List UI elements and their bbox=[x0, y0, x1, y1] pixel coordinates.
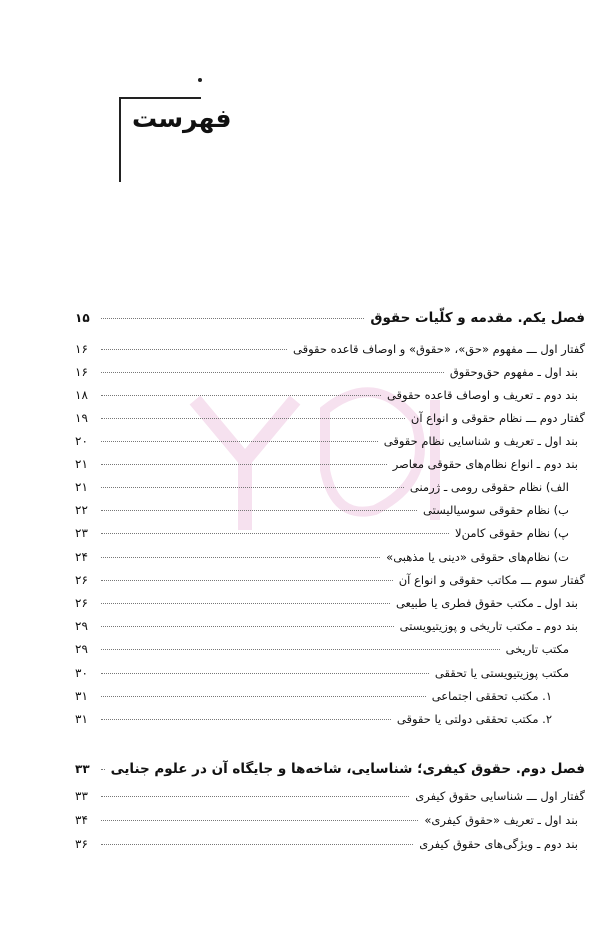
entry-title: بند اول ـ تعریف «حقوق کیفری» bbox=[424, 813, 578, 827]
dot-leader bbox=[101, 603, 390, 604]
page-number: ۲۶ bbox=[75, 596, 88, 610]
page-number: ۲۹ bbox=[75, 642, 88, 656]
page-number: ۱۸ bbox=[75, 388, 88, 402]
page-number: ۱۶ bbox=[75, 365, 88, 379]
toc-entry[interactable] bbox=[75, 480, 569, 502]
toc-entry[interactable] bbox=[75, 342, 585, 364]
toc-entry[interactable] bbox=[75, 712, 552, 734]
toc-entry[interactable] bbox=[75, 789, 585, 811]
page-number: ۲۱ bbox=[75, 480, 88, 494]
toc-entry[interactable] bbox=[75, 503, 569, 525]
page-number: ۳۳ bbox=[75, 762, 90, 776]
page-number: ۳۴ bbox=[75, 813, 88, 827]
page-number: ۲۴ bbox=[75, 550, 88, 564]
toc-chapter-entry[interactable] bbox=[75, 310, 585, 332]
dot-leader bbox=[101, 557, 380, 558]
dot-leader bbox=[101, 464, 387, 465]
entry-title: گفتار دوم ـــ نظام حقوقی و انواع آن bbox=[410, 411, 585, 425]
entry-title: بند دوم ـ تعریف و اوصاف قاعده حقوقی bbox=[386, 388, 578, 402]
page-number: ۲۰ bbox=[75, 434, 88, 448]
toc-entry[interactable] bbox=[75, 689, 552, 711]
toc-entry[interactable] bbox=[75, 642, 569, 664]
toc-entry[interactable] bbox=[75, 837, 578, 859]
dot-leader bbox=[101, 844, 413, 845]
entry-title: بند اول ـ مفهوم حق‌وحقوق bbox=[449, 365, 578, 379]
dot-leader bbox=[101, 510, 417, 511]
entry-title: ت) نظام‌های حقوقی «دینی یا مذهبی» bbox=[386, 550, 569, 564]
dot-leader bbox=[101, 719, 391, 720]
dot-leader bbox=[101, 395, 381, 396]
dot-leader bbox=[101, 372, 444, 373]
toc-chapter-entry[interactable] bbox=[75, 761, 585, 783]
entry-title: بند دوم ـ ویژگی‌های حقوق کیفری bbox=[419, 837, 578, 851]
page-number: ۲۳ bbox=[75, 526, 88, 540]
entry-title: ۲. مکتب تحققی دولتی یا حقوقی bbox=[396, 712, 552, 726]
toc-entry[interactable] bbox=[75, 411, 585, 433]
toc-entry[interactable] bbox=[75, 619, 578, 641]
toc-entry[interactable] bbox=[75, 573, 585, 595]
page-title: فهرست bbox=[132, 104, 232, 133]
page-number: ۲۶ bbox=[75, 573, 88, 587]
entry-title: بند اول ـ مکتب حقوق فطری یا طبیعی bbox=[395, 596, 578, 610]
page-number: ۱۵ bbox=[75, 311, 90, 325]
entry-title: گفتار اول ـــ مفهوم «حق»، «حقوق» و اوصاف قاعده حقوقی bbox=[293, 342, 585, 356]
toc-entry[interactable] bbox=[75, 596, 578, 618]
page-number: ۱۹ bbox=[75, 411, 88, 425]
dot-leader bbox=[101, 769, 105, 770]
toc-entry[interactable] bbox=[75, 550, 569, 572]
entry-title: گفتار سوم ـــ مکاتب حقوقی و انواع آن bbox=[398, 573, 585, 587]
entry-title: مکتب پوزیتیویستی یا تحققی bbox=[434, 666, 569, 680]
dot-leader bbox=[101, 796, 409, 797]
page-number: ۱۶ bbox=[75, 342, 88, 356]
toc-entry[interactable] bbox=[75, 526, 569, 548]
dot-leader bbox=[101, 418, 405, 419]
page-number: ۲۹ bbox=[75, 619, 88, 633]
entry-title: بند دوم ـ مکتب تاریخی و پوزیتیویستی bbox=[399, 619, 578, 633]
dot-leader bbox=[101, 533, 449, 534]
toc-entry[interactable] bbox=[75, 813, 578, 835]
dot-leader bbox=[101, 318, 364, 319]
toc-entry[interactable] bbox=[75, 457, 578, 479]
entry-title: الف) نظام حقوقی رومی ـ ژرمنی bbox=[409, 480, 569, 494]
page-number: ۳۱ bbox=[75, 689, 88, 703]
entry-title: مکتب تاریخی bbox=[505, 642, 569, 656]
toc-entry[interactable] bbox=[75, 388, 578, 410]
dot-leader bbox=[101, 349, 287, 350]
entry-title: فصل یکم. مقدمه و کلّیات حقوق bbox=[370, 310, 585, 326]
dot-leader bbox=[101, 673, 429, 674]
dot-leader bbox=[101, 441, 378, 442]
entry-title: ب) نظام حقوقی سوسیالیستی bbox=[423, 503, 569, 517]
decorative-dot bbox=[198, 78, 202, 82]
page-number: ۳۱ bbox=[75, 712, 88, 726]
toc-entry[interactable] bbox=[75, 434, 578, 456]
page-number: ۳۰ bbox=[75, 666, 88, 680]
page-number: ۳۶ bbox=[75, 837, 88, 851]
title-bracket-horizontal bbox=[119, 97, 201, 99]
page-number: ۳۳ bbox=[75, 789, 88, 803]
dot-leader bbox=[101, 626, 394, 627]
dot-leader bbox=[101, 649, 500, 650]
entry-title: بند دوم ـ انواع نظام‌های حقوقی معاصر bbox=[392, 457, 578, 471]
dot-leader bbox=[101, 580, 393, 581]
entry-title: فصل دوم. حقوق کیفری؛ شناسایی، شاخه‌ها و جایگاه آن در علوم جنایی bbox=[110, 761, 585, 777]
toc-entry[interactable] bbox=[75, 666, 569, 688]
entry-title: ۱. مکتب تحققی اجتماعی bbox=[431, 689, 552, 703]
dot-leader bbox=[101, 820, 418, 821]
page-number: ۲۲ bbox=[75, 503, 88, 517]
toc-entry[interactable] bbox=[75, 365, 578, 387]
entry-title: پ) نظام حقوقی کامن‌لا bbox=[455, 526, 569, 540]
dot-leader bbox=[101, 696, 426, 697]
entry-title: گفتار اول ـــ شناسایی حقوق کیفری bbox=[415, 789, 585, 803]
title-bracket-vertical bbox=[119, 97, 121, 182]
dot-leader bbox=[101, 487, 404, 488]
page-number: ۲۱ bbox=[75, 457, 88, 471]
entry-title: بند اول ـ تعریف و شناسایی نظام حقوقی bbox=[383, 434, 578, 448]
